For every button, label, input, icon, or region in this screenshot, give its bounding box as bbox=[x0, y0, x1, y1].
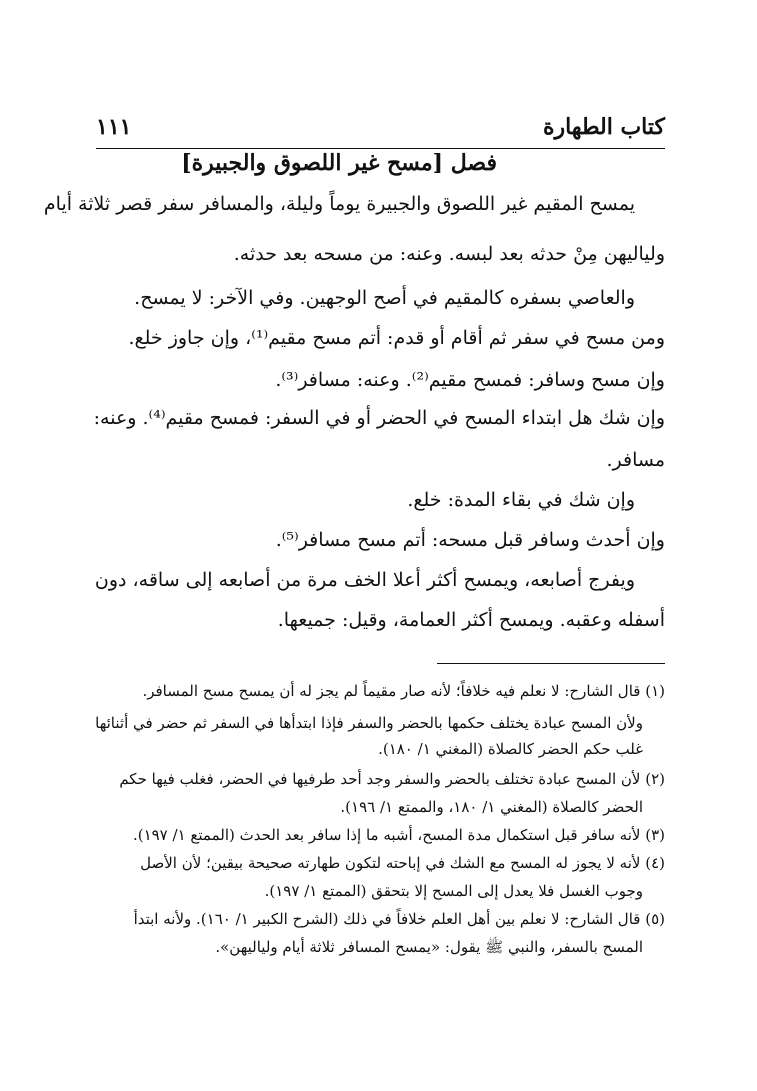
body-line: وإن أحدث وسافر قبل مسحه: أتم مسح مسافر⁽⁵⁾. bbox=[275, 529, 665, 551]
chapter-title: كتاب الطهارة bbox=[542, 114, 665, 140]
footnote-line: المسح بالسفر، والنبي ﷺ يقول: «يمسح المسافر ثلاثة أيام ولياليهن». bbox=[215, 938, 643, 956]
body-line: ولياليهن مِنْ حدثه بعد لبسه. وعنه: من مسحه بعد حدثه. bbox=[233, 243, 665, 265]
body-line: ومن مسح في سفر ثم أقام أو قدم: أتم مسح مقيم⁽¹⁾، وإن جاوز خلع. bbox=[128, 327, 665, 349]
running-header bbox=[96, 112, 665, 149]
footnote-line: (٣) لأنه سافر قبل استكمال مدة المسح، أشبه ما إذا سافر بعد الحدث (الممتع ١/ ١٩٧). bbox=[132, 826, 665, 844]
body-line: أسفله وعقبه. ويمسح أكثر العمامة، وقيل: جميعها. bbox=[277, 609, 665, 631]
body-line: والعاصي بسفره كالمقيم في أصح الوجهين. وفي الآخر: لا يمسح. bbox=[134, 287, 635, 309]
body-line: ويفرج أصابعه، ويمسح أكثر أعلا الخف مرة من أصابعه إلى ساقه، دون bbox=[94, 569, 635, 591]
page-number: ١١١ bbox=[96, 114, 132, 140]
footnote-line: وجوب الغسل فلا يعدل إلى المسح إلا بتحقق (الممتع ١/ ١٩٧). bbox=[264, 882, 643, 900]
footnote-line: (٢) لأن المسح عبادة تختلف بالحضر والسفر وجد أحد طرفيها في الحضر، فغلب فيها حكم bbox=[119, 770, 665, 788]
footnote-line: (٤) لأنه لا يجوز له المسح مع الشك في إباحته لتكون طهارته صحيحة بيقين؛ لأن الأصل bbox=[140, 854, 665, 872]
body-line: وإن شك هل ابتداء المسح في الحضر أو في السفر: فمسح مقيم⁽⁴⁾. وعنه: bbox=[93, 407, 665, 429]
footnote-divider bbox=[437, 663, 665, 664]
footnote-line: غلب حكم الحضر كالصلاة (المغني ١/ ١٨٠). bbox=[378, 740, 643, 758]
footnote-line: (١) قال الشارح: لا نعلم فيه خلافاً؛ لأنه صار مقيماً لم يجز له أن يمسح مسح المسافر. bbox=[142, 682, 665, 700]
footnote-line: (٥) قال الشارح: لا نعلم بين أهل العلم خلافاً في ذلك (الشرح الكبير ١/ ١٦٠). ولأنه ابتدأ bbox=[133, 910, 665, 928]
body-line: مسافر. bbox=[606, 449, 665, 471]
footnote-line: ولأن المسح عبادة يختلف حكمها بالحضر والسفر فإذا ابتدأها في السفر ثم حضر في أثنائها bbox=[95, 714, 643, 732]
body-line: يمسح المقيم غير اللصوق والجبيرة يوماً وليلة، والمسافر سفر قصر ثلاثة أيام bbox=[43, 193, 635, 215]
body-line: وإن شك في بقاء المدة: خلع. bbox=[407, 489, 635, 511]
section-title: فصل [مسح غير اللصوق والجبيرة] bbox=[181, 150, 497, 176]
body-line: وإن مسح وسافر: فمسح مقيم⁽²⁾. وعنه: مسافر⁽³⁾. bbox=[275, 369, 665, 391]
footnote-line: الحضر كالصلاة (المغني ١/ ١٨٠، والممتع ١/ ١٩٦). bbox=[340, 798, 643, 816]
